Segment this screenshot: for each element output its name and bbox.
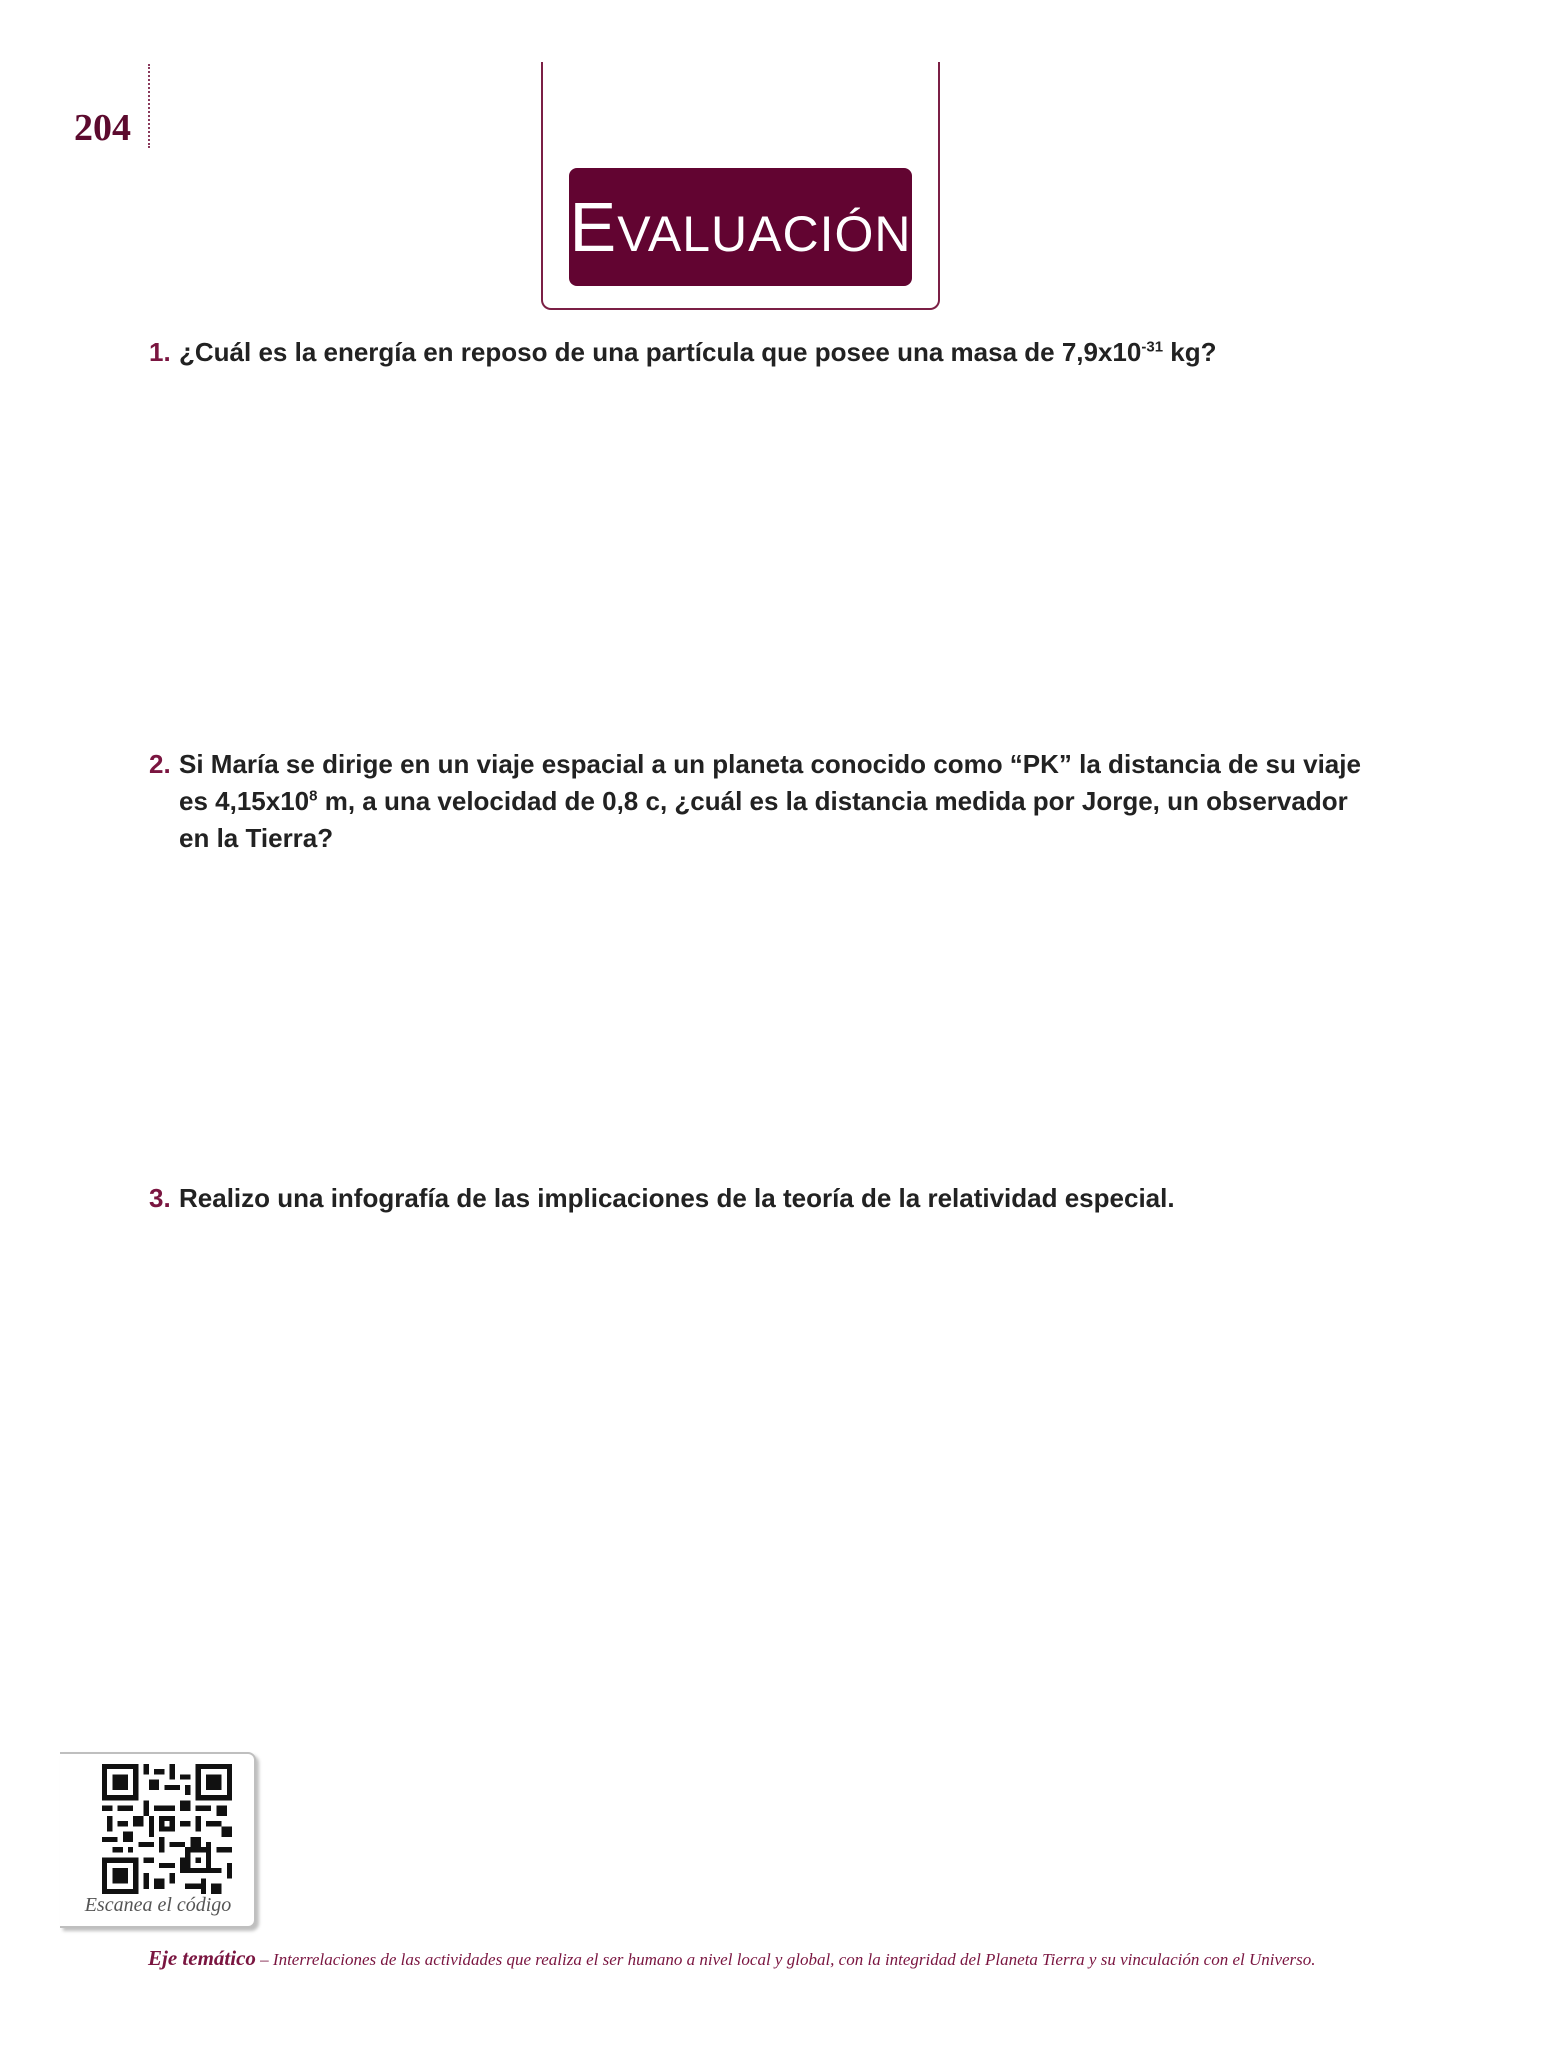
footer-separator: – [255,1950,273,1969]
qr-code-icon[interactable] [102,1764,232,1894]
page-number-divider [148,64,150,148]
qr-card[interactable] [60,1752,256,1928]
page-number: 204 [74,107,131,149]
footer-text: Interrelaciones de las actividades que realiza el ser humano a nivel local y global, con la integridad del Planeta Tierra y su vinculación con el Universo. [272,1950,1316,1969]
footer-thematic-axis [148,1946,1448,1971]
question-1 [149,334,1409,371]
section-title-banner [569,168,912,286]
question-number: 3. [149,1183,171,1213]
question-text-line-2: es $4,15x10^8$ m, a una velocidad de 0,8 c, ¿cuál es la distancia medida por Jorge, un observador [179,786,1348,816]
question-text-line-1: Si María se dirige en un viaje espacial a un planeta conocido como “PK” la distancia de su viaje [179,749,1361,779]
question-text: Realizo una infografía de las implicaciones de la teoría de la relatividad especial. [179,1183,1175,1213]
qr-caption: Escanea el código [84,1894,232,1916]
question-number: 1. [149,337,171,367]
question-number: 2. [149,749,171,779]
question-2 [149,746,1409,857]
question-3 [149,1180,1409,1217]
footer-label: Eje temático [148,1946,256,1970]
question-text: ¿Cuál es la energía en reposo de una partícula que posee una masa de $7,9x10^{-31}$ kg? [179,337,1217,367]
section-title: EVALUACIÓN [569,188,912,266]
question-text-line-3: en la Tierra? [179,823,334,853]
